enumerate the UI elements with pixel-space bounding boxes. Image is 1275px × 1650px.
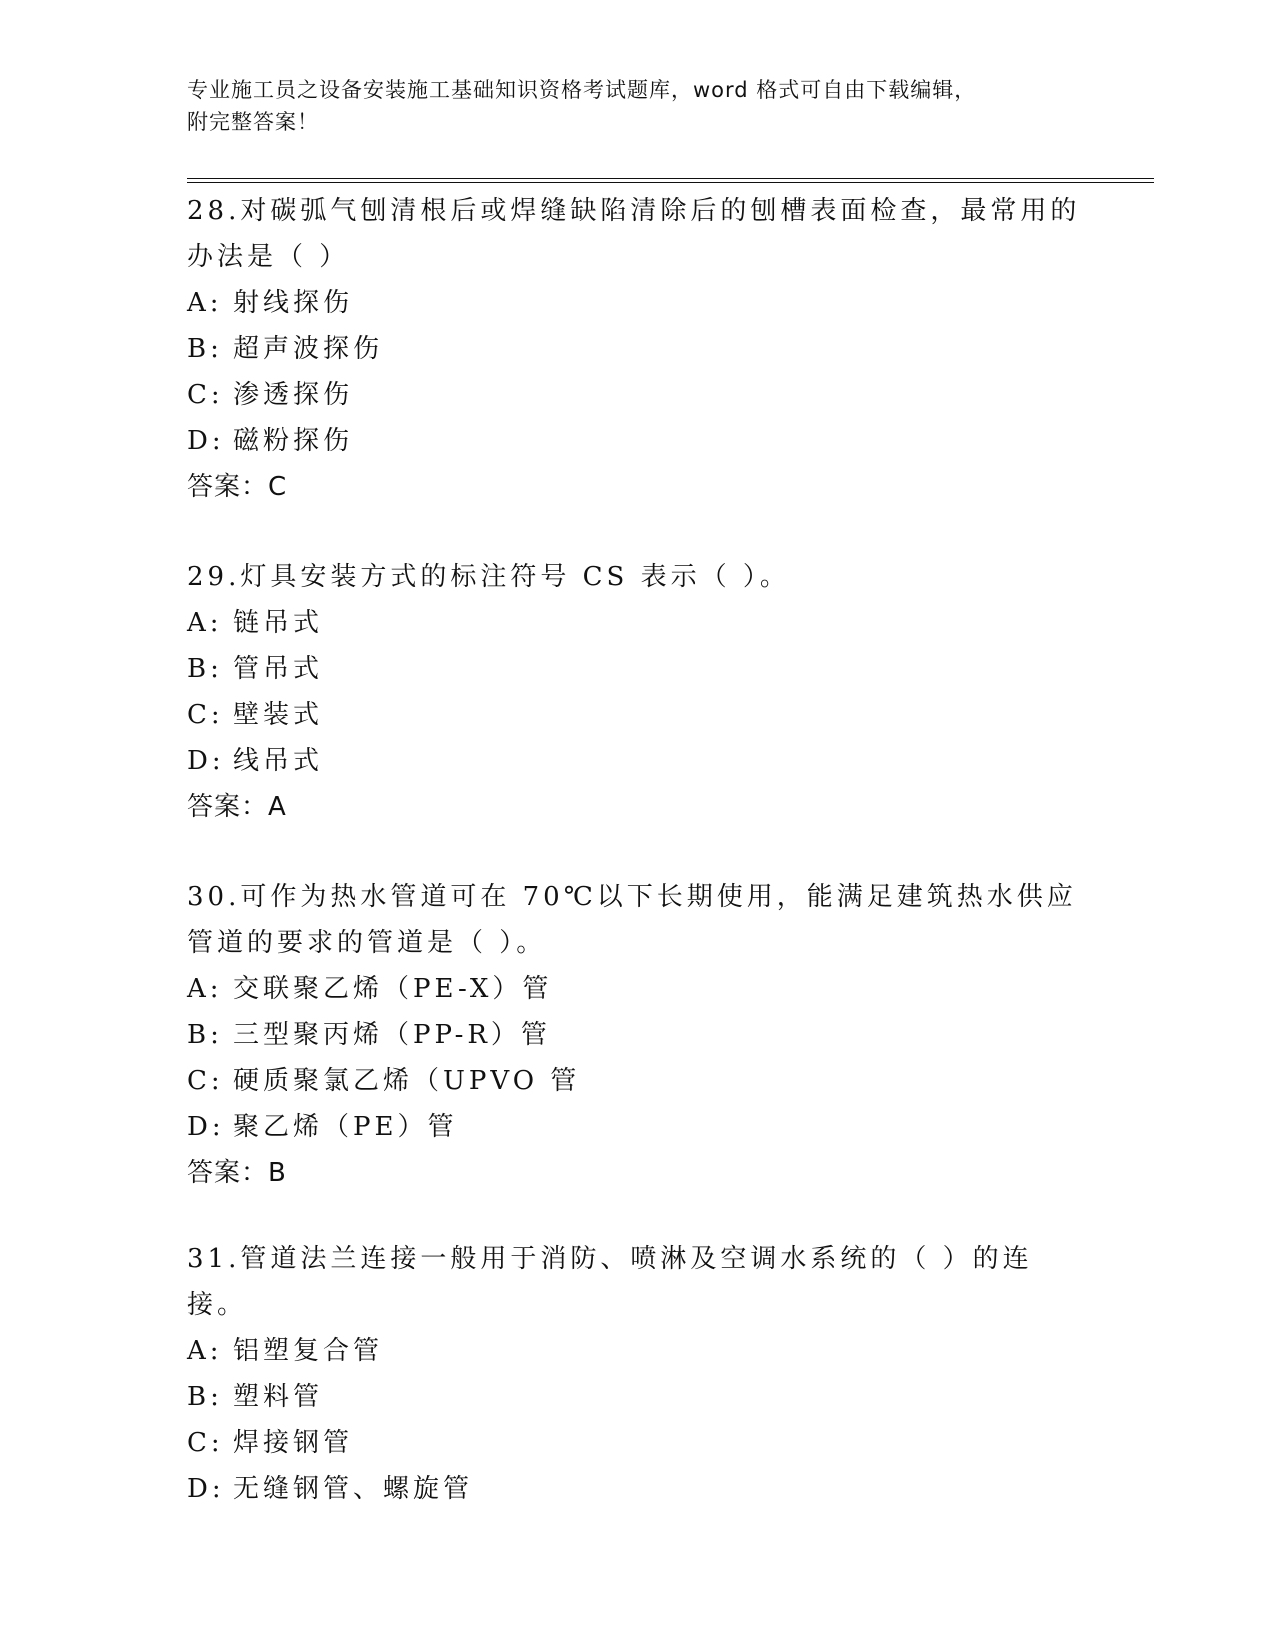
option-a	[187, 600, 1087, 646]
option-text: 线吊式	[233, 746, 324, 776]
question-29	[187, 554, 1087, 830]
option-c	[187, 692, 1087, 738]
option-text: 射线探伤	[233, 288, 354, 318]
option-b	[187, 326, 1087, 372]
option-c	[187, 1420, 1087, 1466]
option-a	[187, 280, 1087, 326]
option-key: D:	[187, 1112, 225, 1142]
option-text: 铝塑复合管	[233, 1336, 384, 1366]
option-key: A:	[187, 1336, 223, 1366]
question-28	[187, 188, 1087, 510]
option-key: A:	[187, 288, 223, 318]
option-key: C:	[187, 700, 224, 730]
option-a	[187, 966, 1087, 1012]
option-key: B:	[187, 1382, 223, 1412]
option-b	[187, 646, 1087, 692]
option-text: 焊接钢管	[233, 1428, 354, 1458]
option-text: 磁粉探伤	[233, 426, 354, 456]
option-c	[187, 372, 1087, 418]
question-stem: 30.可作为热水管道可在 70℃以下长期使用，能满足建筑热水供应管道的要求的管道是（ ）。	[187, 882, 1077, 958]
document-header	[187, 74, 1067, 138]
option-text: 超声波探伤	[233, 334, 384, 364]
answer-line: 答案：C	[187, 472, 288, 502]
option-text: 塑料管	[233, 1382, 324, 1412]
header-divider-top	[187, 178, 1154, 179]
option-a	[187, 1328, 1087, 1374]
option-text: 管吊式	[233, 654, 324, 684]
question-stem: 29.灯具安装方式的标注符号 CS 表示（ ）。	[187, 562, 790, 592]
option-text: 链吊式	[233, 608, 324, 638]
question-31	[187, 1236, 1087, 1512]
option-key: B:	[187, 1020, 223, 1050]
option-text: 交联聚乙烯（PE-X）管	[233, 974, 553, 1004]
option-text: 壁装式	[233, 700, 324, 730]
header-title-line-1: 专业施工员之设备安装施工基础知识资格考试题库，word 格式可自由下载编辑，	[187, 78, 977, 102]
option-d	[187, 1104, 1087, 1150]
option-key: A:	[187, 974, 223, 1004]
question-30	[187, 874, 1087, 1196]
option-key: A:	[187, 608, 223, 638]
option-key: B:	[187, 334, 223, 364]
option-d	[187, 738, 1087, 784]
option-key: B:	[187, 654, 223, 684]
option-b	[187, 1012, 1087, 1058]
question-stem: 28.对碳弧气刨清根后或焊缝缺陷清除后的刨槽表面检查，最常用的办法是（ ）	[187, 196, 1081, 272]
option-c	[187, 1058, 1087, 1104]
option-text: 无缝钢管、螺旋管	[233, 1474, 474, 1504]
option-key: C:	[187, 1428, 224, 1458]
option-key: D:	[187, 1474, 225, 1504]
option-key: D:	[187, 426, 225, 456]
answer-line: 答案：B	[187, 1158, 287, 1188]
option-d	[187, 1466, 1087, 1512]
header-divider-bottom	[187, 182, 1154, 183]
option-d	[187, 418, 1087, 464]
option-b	[187, 1374, 1087, 1420]
option-text: 硬质聚氯乙烯（UPVO 管	[233, 1066, 581, 1096]
option-key: D:	[187, 746, 225, 776]
question-stem: 31.管道法兰连接一般用于消防、喷淋及空调水系统的（ ）的连接。	[187, 1244, 1033, 1320]
header-title-line-2: 附完整答案！	[187, 110, 319, 134]
option-key: C:	[187, 380, 224, 410]
option-text: 三型聚丙烯（PP-R）管	[233, 1020, 551, 1050]
answer-line: 答案：A	[187, 792, 287, 822]
option-text: 渗透探伤	[233, 380, 354, 410]
option-text: 聚乙烯（PE）管	[233, 1112, 458, 1142]
option-key: C:	[187, 1066, 224, 1096]
